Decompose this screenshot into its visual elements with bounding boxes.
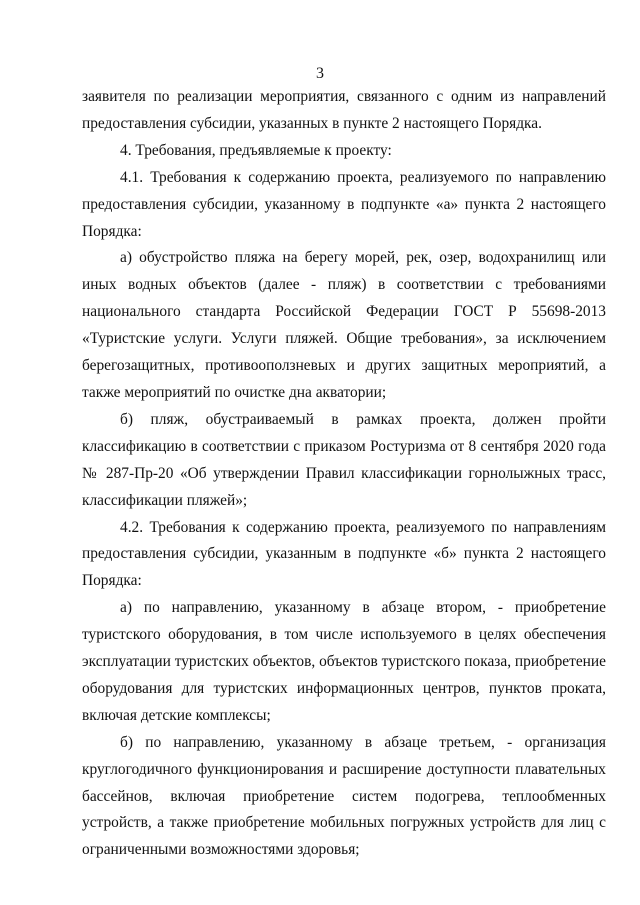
paragraph-4-2-b: б) по направлению, указанному в абзаце третьем, - организация круглогодичного функционирования и расширение доступности плавательных бассейнов, включая приобретение систем подогрева, теплообменных устройств, а также приобретение мобильных погружных устройств для лиц с ограниченными возможностями здоровья; bbox=[82, 733, 606, 859]
page-number: 3 bbox=[316, 65, 324, 82]
paragraph-4-1-b: б) пляж, обустраиваемый в рамках проекта, должен пройти классификацию в соответствии с приказом Ростуризма от 8 сентября 2020 года № 287-Пр-20 «Об утверждении Правил классификации горнолыжных трасс, классификации пляжей»; bbox=[82, 410, 606, 509]
paragraph-4-2: 4.2. Требования к содержанию проекта, реализуемого по направлениям предоставления субсидии, указанным в подпункте «б» пункта 2 настоящего Порядка: bbox=[82, 518, 606, 590]
paragraph-4-1: 4.1. Требования к содержанию проекта, реализуемого по направлению предоставления субсидии, указанному в подпункте «а» пункта 2 настоящего Порядка: bbox=[82, 168, 606, 240]
paragraph-continuation: заявителя по реализации мероприятия, связанного с одним из направлений предоставления субсидии, указанных в пункте 2 настоящего Порядка. bbox=[82, 88, 606, 132]
paragraph-4-1-a: а) обустройство пляжа на берегу морей, рек, озер, водохранилищ или иных водных объектов (далее - пляж) в соответствии с требованиями национального стандарта Российской Федерации ГОСТ Р 55698-2013 «Туристские услуги. Услуги пляжей. Общие требования», за исключением берегозащитных, противооползневых и других защитных мероприятий, а также мероприятий по очистке дна акватории; bbox=[82, 249, 606, 401]
section-heading-4: 4. Требования, предъявляемые к проекту: bbox=[120, 141, 392, 159]
document-body bbox=[82, 84, 606, 864]
paragraph-4-2-a: а) по направлению, указанному в абзаце втором, - приобретение туристского оборудования, в том числе используемого в целях обеспечения эксплуатации туристских объектов, объектов туристского показа, приобретение оборудования для туристских информационных центров, пунктов проката, включая детские комплексы; bbox=[82, 599, 606, 724]
